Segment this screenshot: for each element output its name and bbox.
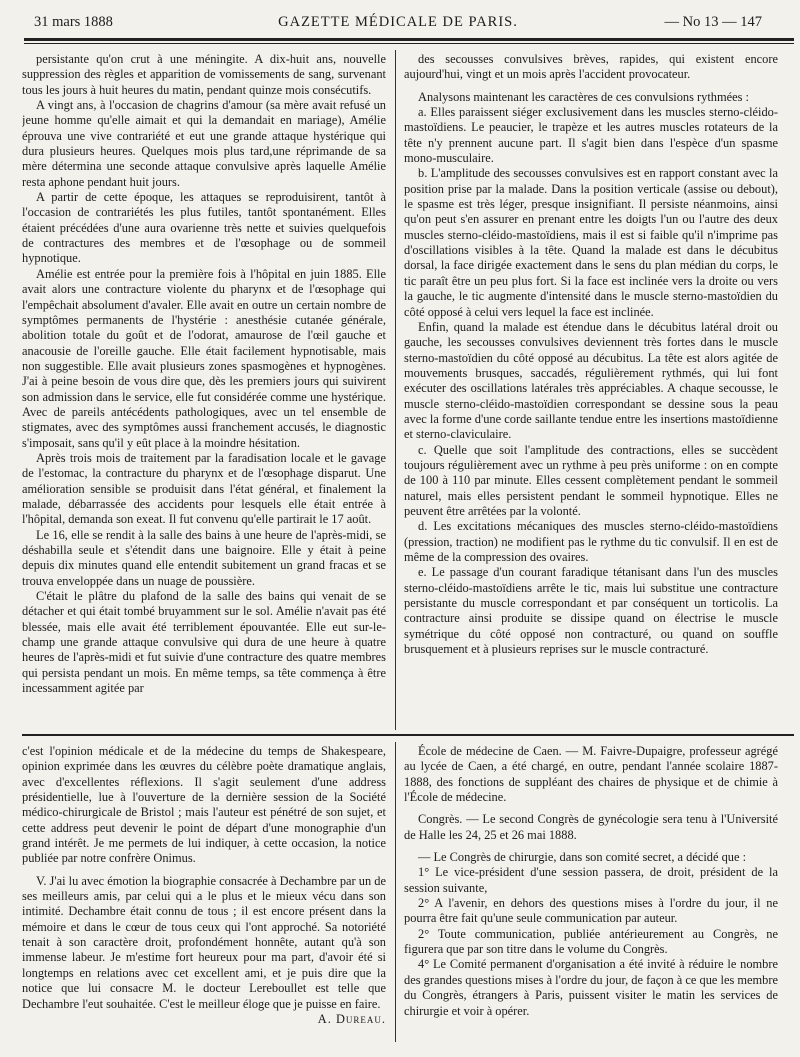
article-column-2 [404,52,778,730]
article-column-1 [22,52,386,730]
paragraph: Amélie est entrée pour la première fois à l'hôpital en juin 1885. Elle avait alors une contracture violente du pharynx et de l'œsophage qui l'empêchait absolument d'avaler. Elle avait en outre un certain nombre de symptômes permanents de l'hystérie : anesthésie cutanée générale, abolition totale du goût et de l'odorat, amaurose de l'œil gauche et anacousie de l'oreille gauche. Elle était facilement hypnotisable, mais non suggestible. Elle avait plusieurs zones spasmogènes et hypnogènes. J'ai à peine besoin de vous dire que, dès les premiers jours qui suivirent son admission dans le service, elle fut considérée comme une hystérique. Avec de pareils antécédents pathologiques, avec un tel ensemble de stigmates, avec des symptômes aussi franchement accusés, le diagnostic s'imposait, sans qu'il y eût place à la moindre hésitation. [22,266,386,450]
list-item: 4° Le Comité permanent d'organisation a été invité à réduire le nombre des grandes questions mises à l'ordre du jour, de façon à ce que les membre du Congrès, étrangers à Paris, puissent visiter le matin les services de chirurgie et voir à opérer. [404,957,778,1018]
page-header [34,14,762,36]
header-rule-thick [24,38,794,41]
section-separator [22,734,794,736]
header-title: GAZETTE MÉDICALE DE PARIS. [278,14,518,30]
paragraph: d. Les excitations mécaniques des muscles sterno-cléido-mastoïdiens (pression, traction) ne modifient pas le rythme du tic convulsif. Il en est de même de la compression des ovaires. [404,519,778,564]
news-item: École de médecine de Caen. — M. Faivre-Dupaigre, professeur agrégé au lycée de Caen, a été chargé, en outre, pendant l'année scolaire 1887-1888, des fonctions de suppléant des chaires de physique et de chimie à l'École de médecine. [404,744,778,805]
paragraph: V. J'ai lu avec émotion la biographie consacrée à Dechambre par un de ses meilleurs amis, par celui qui a le plus et le mieux vécu dans son intimité. Dechambre était connu de tous ; il est encore présent dans la mémoire et dans le cœur de tous ceux qui l'ont approché. Sa notoriété tenait à son caractère droit, profondément honnête, autant qu'à son immense labeur. Je m'estime fort heureux pour ma part, d'avoir été si longtemps en relations avec cet excellent ami, et je puis dire que la notice que lui consacre M. le docteur Lereboullet est telle que Dechambre l'eut souhaitée. C'est le meilleur éloge que je puisse en faire. [22,873,386,1011]
header-date: 31 mars 1888 [34,14,113,30]
list-item: 2° Toute communication, publiée antérieurement au Congrès, ne figurera que par son titre dans le volume du Congrès. [404,926,778,957]
paragraph: c'est l'opinion médicale et de la médecine du temps de Shakespeare, opinion exprimée dans les œuvres du célèbre poète dramatique anglais, avec d'excellentes réflexions. Il s'agit seulement d'une address présidentielle, lue à l'ouverture de la dernière session de la Société médico-chirurgicale de Bristol ; mais l'auteur est pénétré de son sujet, et cette address peut devenir le point de départ d'une monographie d'un grand intérêt. Je me permets de lui indiquer, à cette occasion, la notice publiée par notre confrère Onimus. [22,744,386,866]
paragraph: Enfin, quand la malade est étendue dans le décubitus latéral droit ou gauche, les secousses convulsives deviennent très fortes dans le muscle sterno-mastoïdien du côté opposé au décubitus. La tête est alors agitée de mouvements brusques, saccadés, régulièrement rythmés, qui lui font exécuter des oscillations latérales très appréciables. A chaque secousse, le muscle sterno-cléido-mastoïdien correspondant se dessine sous la peau avec la forme d'une corde saillante tendue entre les insertions mastoïdienne et sterno-claviculaire. [404,319,778,442]
paragraph: A vingt ans, à l'occasion de chagrins d'amour (sa mère avait refusé un jeune homme qu'elle aimait et qui la demandait en mariage), Amélie éprouva une vive contrariété et eut une grande attaque hystérique qui dura plusieurs heures. Quelques mois plus tard,une réprimande de sa mère détermina une seconde attaque convulsive après laquelle Amélie resta aphone pendant huit jours. [22,98,386,189]
feuilleton-column-left [22,744,386,1044]
paragraph: A partir de cette époque, les attaques se reproduisirent, tantôt à l'occasion de contrariétés les plus futiles, tantôt spontanément. Elles étaient précédées d'une aura ovarienne très nette et suivies quelquefois de contractures des membres et de l'œsophage ou de sommeil hypnotique. [22,190,386,266]
paragraph: a. Elles paraissent siéger exclusivement dans les muscles sterno-cléido-mastoïdiens. Le peaucier, le trapèze et les autres muscles rotateurs de la tête n'y prennent aucune part. Il s'agit bien dans l'espèce d'un spasme mono-musculaire. [404,105,778,166]
column-divider-top [395,50,396,730]
paragraph: Le 16, elle se rendit à la salle des bains à une heure de l'après-midi, se déshabilla seule et s'étendit dans une baignoire. Elle y était à peine depuis dix minutes quand elle entendit subitement un grand fracas et se trouva enveloppée dans un nuage de poussière. [22,527,386,588]
paragraph: C'était le plâtre du plafond de la salle des bains qui venait de se détacher et qui était tombé bruyamment sur le sol. Amélie n'avait pas été blessée, mais elle avait été terriblement épouvantée. Elle eut sur-le-champ une grande attaque convulsive qui dura de une heure à quatre heures de l'après-midi et fut suivie d'une contracture des quatre membres qui persista pendant un mois. En même temps, sa tête commença à être incessamment agitée par [22,589,386,696]
header-issue: — No 13 — 147 [664,14,762,30]
paragraph: c. Quelle que soit l'amplitude des contractions, elles se succèdent toujours régulièrement avec un rythme à peu près uniforme : on en compte de 100 à 110 par minute. Elles cessent complètement pendant le sommeil naturel, mais elles persistent pendant le sommeil hypnotique. Elles ne peuvent être arrêtées par la volonté. [404,442,778,518]
news-item: — Le Congrès de chirurgie, dans son comité secret, a décidé que : [418,850,747,865]
header-rule-thin [24,43,794,44]
list-item: 2° A l'avenir, en dehors des questions mises à l'ordre du jour, il ne pourra être fait qu'une seule communication par auteur. [404,896,778,926]
paragraph: b. L'amplitude des secousses convulsives est en rapport constant avec la position prise par la malade. Dans la position verticale (assise ou debout), le spasme est très léger, presque insignifiant. Il persiste néanmoins, ainsi qu'on peut s'en assurer en prenant entre les doigts l'un ou l'autre des deux muscles sterno-cléido-mastoïdiens, mais il est si faible qu'il n'imprime pas d'oscillations visibles à la tête. Quand la malade est dans le décubitus dorsal, la face dirigée exactement dans le sens du plan médian du corps, le tic paraît être un peu plus fort. Si la face est inclinée vers la droite ou vers la gauche, le tic augmente d'intensité dans le muscle sterno-mastoïdien du côté opposé à celui vers lequel la face est inclinée. [404,166,778,319]
paragraph: des secousses convulsives brèves, rapides, qui existent encore aujourd'hui, vingt et un mois après l'accident provocateur. [404,52,778,82]
paragraph: Après trois mois de traitement par la faradisation locale et le gavage de l'estomac, la contracture du pharynx et de l'œsophage disparut. Une amélioration sensible se produisit dans l'état général, et finalement la malade, débarrassée des accidents pour lesquels elle était entrée à l'hôpital, demanda son exeat. Il fut convenu qu'elle partirait le 17 août. [22,450,386,527]
list-item: 1° Le vice-président d'une session passera, de droit, président de la session suivante, [404,865,778,895]
author-signature: A. Dureau. [317,1011,386,1026]
paragraph: e. Le passage d'un courant faradique tétanisant dans l'un des muscles sterno-cléido-mastoïdiens arrête le tic, mais lui substitue une contracture persistante du muscle correspondant et par conséquent un torticolis. La contracture ainsi produite se dissipe quand on électrise le muscle symétrique du côté opposé non contracturé, ou quand on souffle brusquement et à plusieurs reprises sur le muscle contracturé. [404,565,778,657]
paragraph: persistante qu'on crut à une méningite. A dix-huit ans, nouvelle suppression des règles et apparition de vomissements de sang, survenant tous les jours à huit heures du matin, pendant quinze mois consécutifs. [22,52,386,97]
column-divider-bottom [395,742,396,1042]
news-item: Congrès. — Le second Congrès de gynécologie sera tenu à l'Université de Halle les 24, 25 et 26 mai 1888. [404,812,778,842]
news-column-right [404,744,778,1044]
paragraph: Analysons maintenant les caractères de ces convulsions rythmées : [418,89,750,104]
